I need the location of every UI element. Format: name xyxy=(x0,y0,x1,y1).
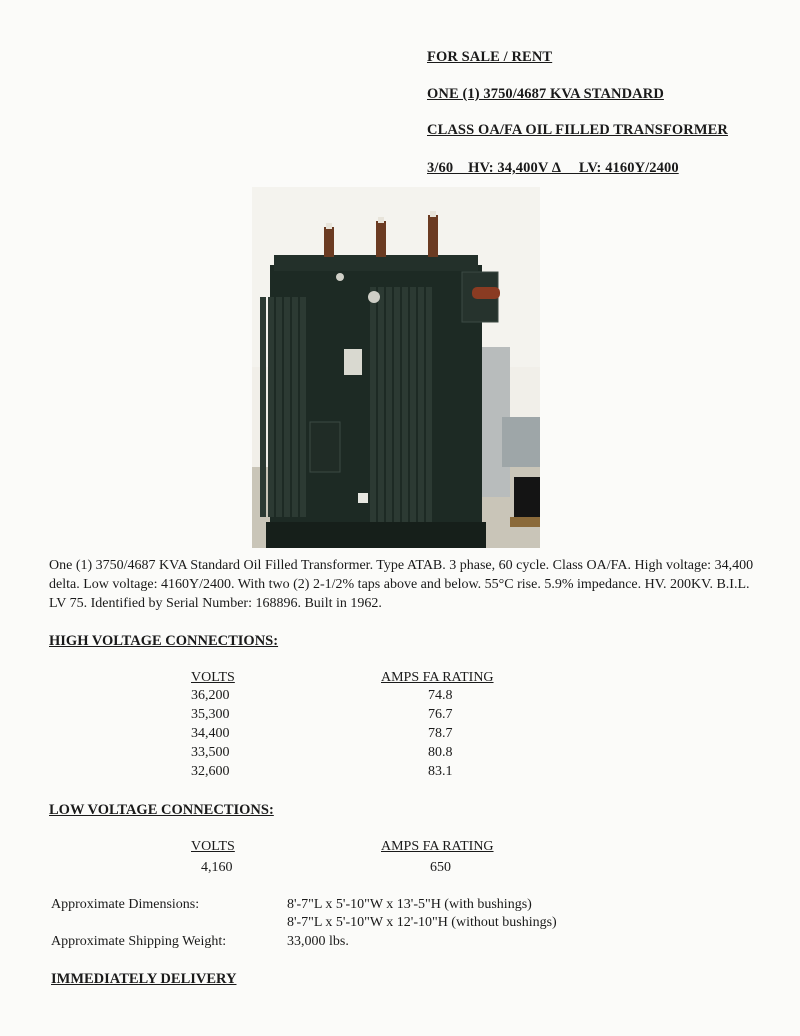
lv-volts-cell: 4,160 xyxy=(201,860,233,875)
weight-label: Approximate Shipping Weight: xyxy=(51,934,227,949)
delivery-note: IMMEDIATELY DELIVERY xyxy=(51,971,237,987)
hv-amps-cell: 83.1 xyxy=(428,764,453,779)
dimensions-value-with-bushings: 8'-7"L x 5'-10"W x 13'-5"H (with bushings) xyxy=(287,897,532,912)
voltage-heading: 3/60 HV: 34,400V Δ LV: 4160Y/2400 xyxy=(427,160,679,176)
lv-connections-title: LOW VOLTAGE CONNECTIONS: xyxy=(49,802,274,818)
transformer-photo xyxy=(252,187,540,548)
dimensions-value-without-bushings: 8'-7"L x 5'-10"W x 12'-10"H (without bushings) xyxy=(287,915,557,930)
hv-volts-cell: 34,400 xyxy=(191,726,230,741)
hv-volts-cell: 33,500 xyxy=(191,745,230,760)
weight-value: 33,000 lbs. xyxy=(287,934,349,949)
lv-volts-header: VOLTS xyxy=(191,839,235,854)
hv-amps-cell: 76.7 xyxy=(428,707,453,722)
class-heading: CLASS OA/FA OIL FILLED TRANSFORMER xyxy=(427,122,728,138)
hv-volts-cell: 36,200 xyxy=(191,688,230,703)
dimensions-label: Approximate Dimensions: xyxy=(51,897,200,912)
description-paragraph: One (1) 3750/4687 KVA Standard Oil Filled Transformer. Type ATAB. 3 phase, 60 cycle. Class OA/FA. High voltage: 34,400 delta. Low voltage: 4160Y/2400. With two (2) 2-1/2% taps above and below. 55°C rise. 5.9% impedance. HV. 200KV. B.I.L. LV 75. Identified by Serial Number: 168896. Built in 1962. xyxy=(49,558,754,611)
hv-volts-cell: 35,300 xyxy=(191,707,230,722)
hv-amps-cell: 74.8 xyxy=(428,688,453,703)
product-heading: ONE (1) 3750/4687 KVA STANDARD xyxy=(427,86,664,102)
hv-volts-header: VOLTS xyxy=(191,670,235,685)
lv-amps-header: AMPS FA RATING xyxy=(381,839,494,854)
hv-amps-cell: 80.8 xyxy=(428,745,453,760)
hv-volts-cell: 32,600 xyxy=(191,764,230,779)
hv-amps-cell: 78.7 xyxy=(428,726,453,741)
transformer-photo-drawing xyxy=(252,187,540,548)
sale-heading: FOR SALE / RENT xyxy=(427,49,553,65)
hv-connections-title: HIGH VOLTAGE CONNECTIONS: xyxy=(49,633,279,649)
hv-amps-header: AMPS FA RATING xyxy=(381,670,494,685)
lv-amps-cell: 650 xyxy=(430,860,451,875)
